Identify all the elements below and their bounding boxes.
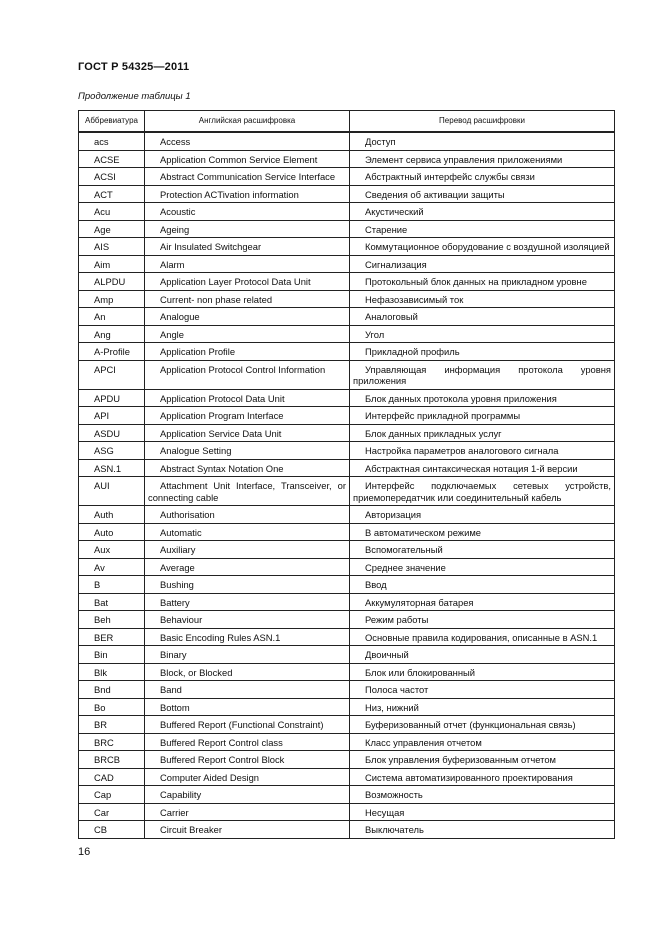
abbreviation-cell: ACSI <box>79 168 145 186</box>
translation-cell: В автоматическом режиме <box>350 523 615 541</box>
table-row <box>79 506 615 524</box>
english-cell: Current- non phase related <box>145 290 350 308</box>
translation-cell: Прикладной профиль <box>350 343 615 361</box>
translation-cell: Блок данных прикладных услуг <box>350 424 615 442</box>
english-cell: Ageing <box>145 220 350 238</box>
abbreviation-cell: Amp <box>79 290 145 308</box>
table-row <box>79 290 615 308</box>
table-header-row <box>79 111 615 133</box>
english-cell: Analogue <box>145 308 350 326</box>
column-header-abbreviation: Аббревиатура <box>79 111 145 133</box>
translation-cell: Полоса частот <box>350 681 615 699</box>
abbreviation-cell: ASN.1 <box>79 459 145 477</box>
abbreviation-cell: ACSE <box>79 150 145 168</box>
abbreviation-cell: acs <box>79 132 145 150</box>
table-row <box>79 477 615 506</box>
abbreviation-cell: Aim <box>79 255 145 273</box>
table-row <box>79 273 615 291</box>
abbreviation-cell: Blk <box>79 663 145 681</box>
table-row <box>79 576 615 594</box>
table-row <box>79 203 615 221</box>
table-row <box>79 389 615 407</box>
table-row <box>79 424 615 442</box>
table-row <box>79 803 615 821</box>
translation-cell: Двоичный <box>350 646 615 664</box>
translation-cell: Сведения об активации защиты <box>350 185 615 203</box>
translation-cell: Возможность <box>350 786 615 804</box>
english-cell: Attachment Unit Interface, Transceiver, or connecting cable <box>145 477 350 506</box>
abbreviations-table <box>78 110 615 839</box>
english-cell: Bushing <box>145 576 350 594</box>
table-row <box>79 646 615 664</box>
english-cell: Average <box>145 558 350 576</box>
english-cell: Abstract Syntax Notation One <box>145 459 350 477</box>
english-cell: Alarm <box>145 255 350 273</box>
translation-cell: Сигнализация <box>350 255 615 273</box>
translation-cell: Настройка параметров аналогового сигнала <box>350 442 615 460</box>
english-cell: Protection ACTivation information <box>145 185 350 203</box>
translation-cell: Класс управления отчетом <box>350 733 615 751</box>
abbreviation-cell: ACT <box>79 185 145 203</box>
table-row <box>79 325 615 343</box>
translation-cell: Аккумуляторная батарея <box>350 593 615 611</box>
table-row <box>79 255 615 273</box>
table-row <box>79 593 615 611</box>
table-row <box>79 238 615 256</box>
english-cell: Access <box>145 132 350 150</box>
english-cell: Basic Encoding Rules ASN.1 <box>145 628 350 646</box>
table-row <box>79 751 615 769</box>
abbreviation-cell: Av <box>79 558 145 576</box>
abbreviation-cell: Auto <box>79 523 145 541</box>
translation-cell: Блок данных протокола уровня приложения <box>350 389 615 407</box>
table-row <box>79 132 615 150</box>
translation-cell: Ввод <box>350 576 615 594</box>
table-row <box>79 407 615 425</box>
abbreviation-cell: Cap <box>79 786 145 804</box>
table-row <box>79 541 615 559</box>
abbreviation-cell: B <box>79 576 145 594</box>
english-cell: Block, or Blocked <box>145 663 350 681</box>
translation-cell: Управляющая информация протокола уровня приложения <box>350 360 615 389</box>
english-cell: Circuit Breaker <box>145 821 350 839</box>
table-row <box>79 663 615 681</box>
translation-cell: Интерфейс прикладной программы <box>350 407 615 425</box>
abbreviation-cell: APCI <box>79 360 145 389</box>
translation-cell: Доступ <box>350 132 615 150</box>
table-row <box>79 220 615 238</box>
table-row <box>79 343 615 361</box>
english-cell: Buffered Report Control class <box>145 733 350 751</box>
translation-cell: Система автоматизированного проектирования <box>350 768 615 786</box>
table-body <box>79 132 615 838</box>
abbreviation-cell: Auth <box>79 506 145 524</box>
abbreviation-cell: Bat <box>79 593 145 611</box>
english-cell: Application Layer Protocol Data Unit <box>145 273 350 291</box>
english-cell: Application Protocol Data Unit <box>145 389 350 407</box>
page-number: 16 <box>78 846 91 858</box>
translation-cell: Элемент сервиса управления приложениями <box>350 150 615 168</box>
abbreviation-cell: Bo <box>79 698 145 716</box>
translation-cell: Абстрактный интерфейс службы связи <box>350 168 615 186</box>
english-cell: Bottom <box>145 698 350 716</box>
english-cell: Application Program Interface <box>145 407 350 425</box>
translation-cell: Несущая <box>350 803 615 821</box>
translation-cell: Среднее значение <box>350 558 615 576</box>
abbreviation-cell: Aux <box>79 541 145 559</box>
translation-cell: Выключатель <box>350 821 615 839</box>
translation-cell: Блок управления буферизованным отчетом <box>350 751 615 769</box>
table-row <box>79 168 615 186</box>
abbreviation-cell: API <box>79 407 145 425</box>
translation-cell: Протокольный блок данных на прикладном уровне <box>350 273 615 291</box>
abbreviation-cell: BR <box>79 716 145 734</box>
translation-cell: Коммутационное оборудование с воздушной изоляцией <box>350 238 615 256</box>
english-cell: Buffered Report (Functional Constraint) <box>145 716 350 734</box>
english-cell: Battery <box>145 593 350 611</box>
abbreviation-cell: ALPDU <box>79 273 145 291</box>
abbreviation-cell: CAD <box>79 768 145 786</box>
abbreviation-cell: An <box>79 308 145 326</box>
abbreviation-cell: BER <box>79 628 145 646</box>
translation-cell: Режим работы <box>350 611 615 629</box>
table-caption: Продолжение таблицы 1 <box>78 91 191 102</box>
table-row <box>79 185 615 203</box>
table-row <box>79 768 615 786</box>
english-cell: Capability <box>145 786 350 804</box>
english-cell: Application Common Service Element <box>145 150 350 168</box>
abbreviation-cell: Car <box>79 803 145 821</box>
document-header: ГОСТ Р 54325—2011 <box>78 61 190 73</box>
english-cell: Automatic <box>145 523 350 541</box>
table-row <box>79 716 615 734</box>
abbreviation-cell: CB <box>79 821 145 839</box>
table-row <box>79 150 615 168</box>
translation-cell: Угол <box>350 325 615 343</box>
english-cell: Angle <box>145 325 350 343</box>
abbreviation-cell: Bin <box>79 646 145 664</box>
table-row <box>79 558 615 576</box>
english-cell: Behaviour <box>145 611 350 629</box>
table-row <box>79 681 615 699</box>
english-cell: Carrier <box>145 803 350 821</box>
table-row <box>79 786 615 804</box>
abbreviation-cell: A-Profile <box>79 343 145 361</box>
translation-cell: Интерфейс подключаемых сетевых устройств, приемопередатчик или соединительный кабель <box>350 477 615 506</box>
translation-cell: Старение <box>350 220 615 238</box>
column-header-english: Английская расшифровка <box>145 111 350 133</box>
abbreviation-cell: ASG <box>79 442 145 460</box>
table-row <box>79 308 615 326</box>
translation-cell: Акустический <box>350 203 615 221</box>
translation-cell: Абстрактная синтаксическая нотация 1-й версии <box>350 459 615 477</box>
english-cell: Band <box>145 681 350 699</box>
column-header-translation: Перевод расшифровки <box>350 111 615 133</box>
table-row <box>79 459 615 477</box>
table-row <box>79 821 615 839</box>
translation-cell: Авторизация <box>350 506 615 524</box>
english-cell: Air Insulated Switchgear <box>145 238 350 256</box>
english-cell: Acoustic <box>145 203 350 221</box>
abbreviation-cell: BRC <box>79 733 145 751</box>
abbreviation-cell: Ang <box>79 325 145 343</box>
abbreviation-cell: ASDU <box>79 424 145 442</box>
table-row <box>79 611 615 629</box>
english-cell: Computer Aided Design <box>145 768 350 786</box>
table-row <box>79 360 615 389</box>
abbreviation-cell: Acu <box>79 203 145 221</box>
english-cell: Application Service Data Unit <box>145 424 350 442</box>
abbreviation-cell: AIS <box>79 238 145 256</box>
english-cell: Application Protocol Control Information <box>145 360 350 389</box>
english-cell: Authorisation <box>145 506 350 524</box>
english-cell: Analogue Setting <box>145 442 350 460</box>
abbreviation-cell: Age <box>79 220 145 238</box>
translation-cell: Нефазозависимый ток <box>350 290 615 308</box>
translation-cell: Аналоговый <box>350 308 615 326</box>
english-cell: Application Profile <box>145 343 350 361</box>
table-row <box>79 628 615 646</box>
english-cell: Binary <box>145 646 350 664</box>
abbreviation-cell: BRCB <box>79 751 145 769</box>
table-row <box>79 733 615 751</box>
translation-cell: Буферизованный отчет (функциональная связь) <box>350 716 615 734</box>
abbreviation-cell: AUI <box>79 477 145 506</box>
translation-cell: Основные правила кодирования, описанные в ASN.1 <box>350 628 615 646</box>
english-cell: Buffered Report Control Block <box>145 751 350 769</box>
abbreviation-cell: Bnd <box>79 681 145 699</box>
translation-cell: Низ, нижний <box>350 698 615 716</box>
table-row <box>79 698 615 716</box>
english-cell: Auxiliary <box>145 541 350 559</box>
table-row <box>79 523 615 541</box>
translation-cell: Вспомогательный <box>350 541 615 559</box>
abbreviation-cell: APDU <box>79 389 145 407</box>
english-cell: Abstract Communication Service Interface <box>145 168 350 186</box>
table-row <box>79 442 615 460</box>
translation-cell: Блок или блокированный <box>350 663 615 681</box>
abbreviation-cell: Beh <box>79 611 145 629</box>
